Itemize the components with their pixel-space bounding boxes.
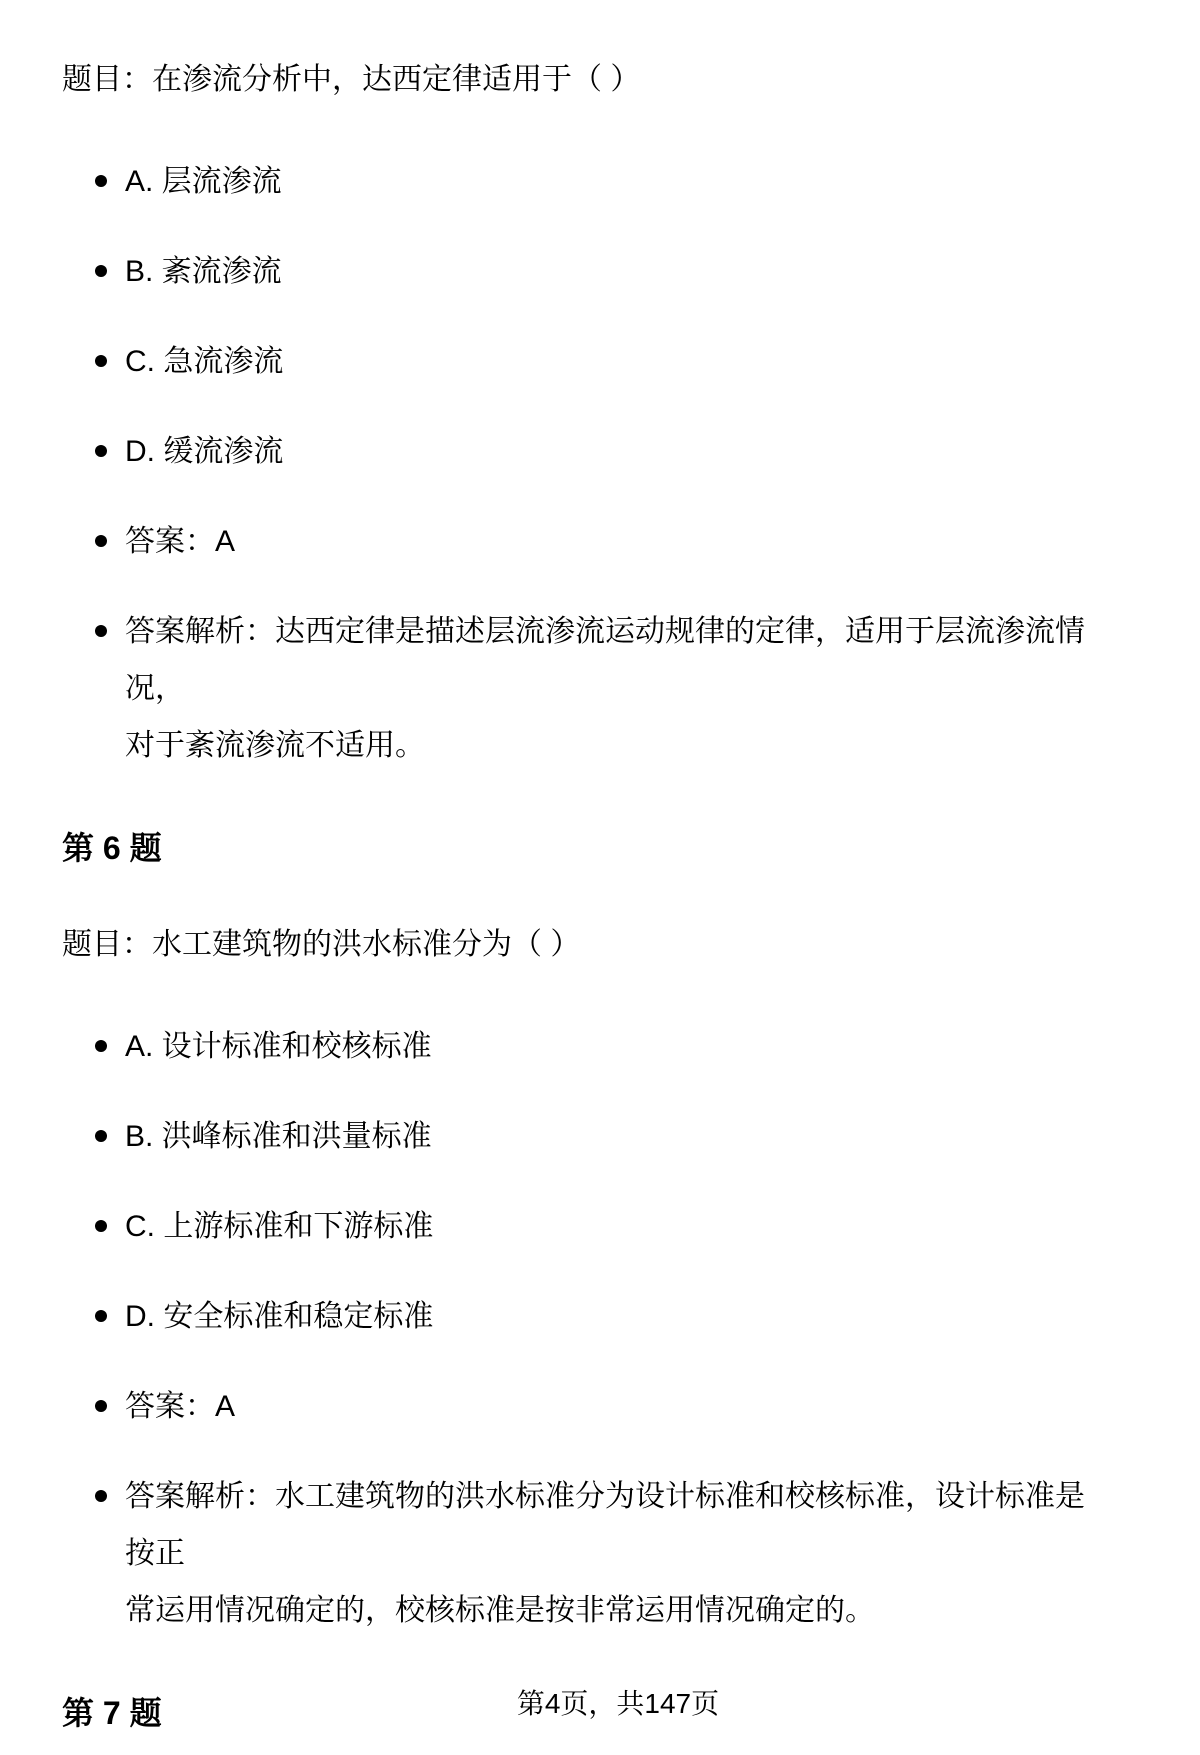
bullet-icon — [95, 1220, 107, 1232]
bullet-icon — [95, 1310, 107, 1322]
option-label: A. 设计标准和校核标准 — [125, 1030, 432, 1063]
option-a — [62, 153, 1112, 210]
answer-item — [62, 513, 1112, 570]
option-label: D. 安全标准和稳定标准 — [125, 1300, 434, 1333]
option-label: B. 紊流渗流 — [125, 255, 282, 288]
explanation-line: 常运用情况确定的，校核标准是按非常运用情况确定的。 — [125, 1594, 875, 1627]
bullet-icon — [95, 535, 107, 547]
bullet-icon — [95, 1490, 107, 1502]
explanation-line: 对于紊流渗流不适用。 — [125, 729, 425, 762]
option-list — [62, 1018, 1112, 1639]
bullet-icon — [95, 175, 107, 187]
option-a — [62, 1018, 1112, 1075]
option-label: A. 层流渗流 — [125, 165, 282, 198]
bullet-icon — [95, 355, 107, 367]
question-6-heading: 第 6 题 — [62, 830, 162, 866]
page-footer: 第4页，共147页 — [516, 1688, 720, 1719]
answer-item — [62, 1378, 1112, 1435]
answer-label: 答案：A — [125, 525, 236, 558]
bullet-icon — [95, 445, 107, 457]
option-b — [62, 243, 1112, 300]
option-d — [62, 1288, 1112, 1345]
option-c — [62, 333, 1112, 390]
option-list — [62, 153, 1112, 774]
bullet-icon — [95, 1400, 107, 1412]
explanation-text — [125, 1468, 1112, 1639]
question-block-6 — [62, 826, 1112, 1639]
explanation-item — [62, 603, 1112, 774]
explanation-text — [125, 603, 1112, 774]
explanation-line: 答案解析：达西定律是描述层流渗流运动规律的定律，适用于层流渗流情况， — [125, 615, 1085, 705]
question-stem: 题目：水工建筑物的洪水标准分为（ ） — [62, 928, 581, 961]
option-label: D. 缓流渗流 — [125, 435, 284, 468]
answer-label: 答案：A — [125, 1390, 236, 1423]
question-block-5 — [62, 51, 1112, 774]
bullet-icon — [95, 625, 107, 637]
bullet-icon — [95, 1130, 107, 1142]
option-c — [62, 1198, 1112, 1255]
option-label: C. 上游标准和下游标准 — [125, 1210, 434, 1243]
question-7-heading: 第 7 题 — [62, 1695, 162, 1731]
option-d — [62, 423, 1112, 480]
explanation-line: 答案解析：水工建筑物的洪水标准分为设计标准和校核标准，设计标准是按正 — [125, 1480, 1085, 1570]
bullet-icon — [95, 1040, 107, 1052]
bullet-icon — [95, 265, 107, 277]
option-label: B. 洪峰标准和洪量标准 — [125, 1120, 432, 1153]
explanation-item — [62, 1468, 1112, 1639]
option-label: C. 急流渗流 — [125, 345, 284, 378]
option-b — [62, 1108, 1112, 1165]
question-stem: 题目：在渗流分析中，达西定律适用于（ ） — [62, 63, 641, 96]
